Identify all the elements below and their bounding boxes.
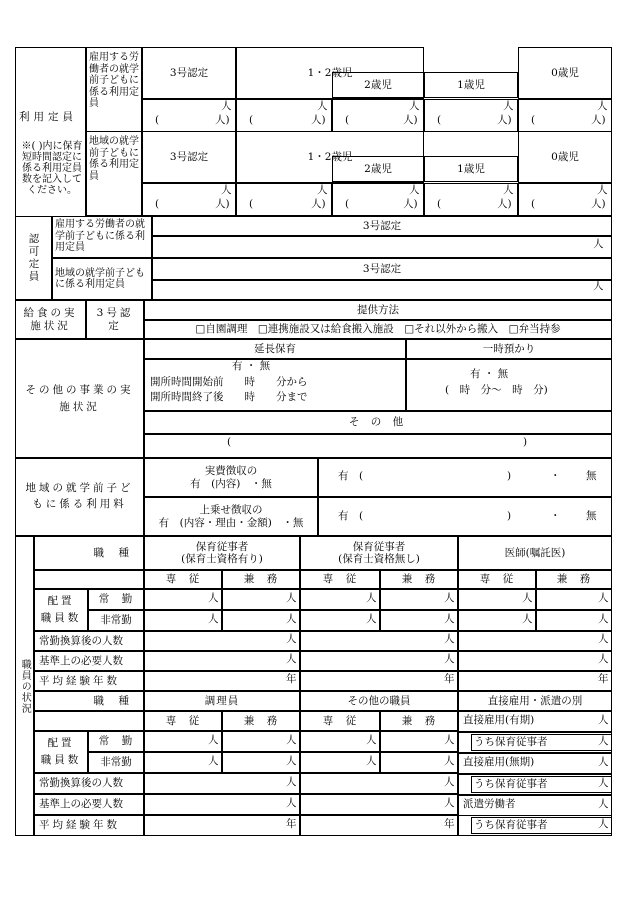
staff-summary-unit: 人 bbox=[286, 653, 297, 665]
capacity-employee-paren-unit: 人) bbox=[403, 114, 418, 126]
staff-job-type-spacer-2[interactable] bbox=[34, 711, 144, 731]
authorized-employee-label: 雇用する労働者の就学前子どもに係る利用定員 bbox=[52, 216, 152, 258]
staff-section-label: 職員の状況 bbox=[15, 536, 34, 836]
capacity-employee-unit-person: 人 bbox=[317, 100, 328, 112]
staff-summary-unit-2: 年 bbox=[444, 818, 455, 830]
staff-unit-person-2: 人 bbox=[444, 755, 455, 767]
staff-unit-person: 人 bbox=[286, 613, 297, 625]
staff-job-type-spacer[interactable] bbox=[34, 570, 144, 589]
staff-unit-person: 人 bbox=[444, 592, 455, 604]
staff-placed-label: 配置 職員数 bbox=[34, 589, 88, 631]
capacity-employee-col-12: 1・2歳児 bbox=[236, 47, 424, 99]
capacity-employee-paren-unit: 人) bbox=[497, 114, 512, 126]
staff-summary-field[interactable] bbox=[144, 671, 300, 691]
staff-summary-field[interactable] bbox=[300, 671, 458, 691]
staff-unit-person-2: 人 bbox=[286, 755, 297, 767]
extended-care-close-after: 開所時間終了後 時 分まで bbox=[150, 391, 308, 403]
capacity-employee-paren-unit: 人) bbox=[215, 114, 230, 126]
staff-summary-field[interactable] bbox=[458, 631, 612, 651]
employment-unit-person: 人 bbox=[598, 818, 609, 830]
capacity-employee-unit-person: 人 bbox=[409, 100, 420, 112]
staff-concurrent-header: 兼 務 bbox=[536, 570, 612, 589]
employment-unit-person: 人 bbox=[598, 756, 609, 768]
authorized-employee-col-3go: 3号認定 bbox=[152, 216, 612, 236]
staff-summary-field[interactable] bbox=[458, 671, 612, 691]
capacity-section-label: 利用定員 bbox=[19, 111, 77, 123]
staff-job-type-label-2: 職 種 bbox=[34, 691, 144, 711]
employment-sub-row-label: うち保育従事者 bbox=[471, 776, 612, 793]
capacity-local-paren-unit: 人) bbox=[403, 198, 418, 210]
staff-unit-person-2: 人 bbox=[366, 734, 377, 746]
capacity-local-col-2: 2歳児 bbox=[332, 156, 424, 182]
authorized-local-value[interactable] bbox=[152, 280, 612, 300]
capacity-local-col-1: 1歳児 bbox=[424, 156, 518, 182]
staff-unit-person: 人 bbox=[522, 592, 533, 604]
other-paren-open: ( bbox=[227, 436, 232, 448]
staff-unit-person: 人 bbox=[366, 613, 377, 625]
capacity-local-paren-unit: 人) bbox=[497, 198, 512, 210]
capacity-employee-paren-open: ( bbox=[531, 114, 536, 126]
capacity-employee-label: 雇用する労働者の就学前子どもに係る利用定員 bbox=[86, 47, 142, 132]
staff-summary-field[interactable] bbox=[300, 651, 458, 671]
temporary-care-yes-no: 有 ・ 無 bbox=[470, 368, 509, 380]
capacity-local-col-3go: 3号認定 bbox=[142, 131, 236, 183]
capacity-local-unit-person: 人 bbox=[503, 184, 514, 196]
staff-unit-person: 人 bbox=[366, 592, 377, 604]
meals-section-label: 給食の実施状況 bbox=[15, 300, 86, 339]
staff-concurrent-header: 兼 務 bbox=[222, 570, 300, 589]
staff-summary-field[interactable] bbox=[144, 631, 300, 651]
employment-sub-row-label: うち保育従事者 bbox=[471, 734, 612, 751]
local-fees-section-label: 地域の就学前子どもに係る利用料 bbox=[15, 458, 144, 536]
capacity-local-paren-unit: 人) bbox=[215, 198, 230, 210]
staff-concurrent-header-2: 兼 務 bbox=[222, 711, 300, 731]
capacity-local-label: 地域の就学前子どもに係る利用定員 bbox=[86, 131, 142, 216]
staff-summary-label: 常勤換算後の人数 bbox=[34, 631, 144, 651]
staff-dedicated-header-2: 専 従 bbox=[300, 711, 380, 731]
capacity-employee-paren-open: ( bbox=[345, 114, 350, 126]
staff-summary-field-2[interactable] bbox=[300, 815, 458, 836]
authorized-local-col-3go: 3号認定 bbox=[152, 258, 612, 280]
meals-options: □自園調理 □連携施設又は給食搬入施設 □それ以外から搬入 □弁当持参 bbox=[144, 320, 612, 339]
staff-unit-person: 人 bbox=[598, 592, 609, 604]
extra-fee-close: ) bbox=[507, 510, 512, 522]
actual-cost-yes: 有 ( bbox=[338, 470, 364, 482]
role-other-header: その他の職員 bbox=[300, 691, 458, 711]
staff-summary-label: 基準上の必要人数 bbox=[34, 651, 144, 671]
staff-summary-field-2[interactable] bbox=[144, 815, 300, 836]
staff-summary-unit-2: 人 bbox=[444, 776, 455, 788]
capacity-employee-col-2: 2歳児 bbox=[332, 72, 424, 98]
capacity-local-unit-person: 人 bbox=[597, 184, 608, 196]
staff-summary-field-2[interactable] bbox=[300, 773, 458, 794]
staff-dedicated-header-2: 専 従 bbox=[144, 711, 222, 731]
staff-dedicated-header: 専 従 bbox=[300, 570, 380, 589]
employment-unit-person: 人 bbox=[598, 714, 609, 726]
capacity-employee-unit-person: 人 bbox=[221, 100, 232, 112]
temporary-care-header: 一時預かり bbox=[406, 339, 612, 359]
capacity-employee-paren-unit: 人) bbox=[311, 114, 326, 126]
capacity-employee-col-0: 0歳児 bbox=[518, 47, 612, 99]
extra-fee-dot: ・ bbox=[550, 510, 561, 522]
staff-summary-unit-2: 人 bbox=[286, 797, 297, 809]
staff-parttime-label: 非常勤 bbox=[88, 610, 144, 631]
staff-unit-person-2: 人 bbox=[208, 755, 219, 767]
staff-unit-person: 人 bbox=[208, 592, 219, 604]
extra-fee-no: 無 bbox=[586, 510, 597, 522]
staff-unit-person: 人 bbox=[444, 613, 455, 625]
meals-sub-label: 3号認定 bbox=[86, 300, 144, 339]
extended-care-yes-no: 有 ・ 無 bbox=[232, 360, 271, 372]
capacity-local-paren-unit: 人) bbox=[311, 198, 326, 210]
extra-fee-yes: 有 ( bbox=[338, 510, 364, 522]
staff-summary-label-2: 基準上の必要人数 bbox=[34, 794, 144, 815]
employment-unit-person: 人 bbox=[598, 798, 609, 810]
staff-dedicated-header: 専 従 bbox=[144, 570, 222, 589]
staff-summary-unit: 人 bbox=[286, 633, 297, 645]
staff-summary-unit: 人 bbox=[444, 633, 455, 645]
capacity-employee-paren-open: ( bbox=[437, 114, 442, 126]
other-entry[interactable] bbox=[144, 434, 612, 458]
capacity-local-paren-unit: 人) bbox=[591, 198, 606, 210]
capacity-local-unit-person: 人 bbox=[317, 184, 328, 196]
capacity-employee-paren-unit: 人) bbox=[591, 114, 606, 126]
authorized-employee-unit: 人 bbox=[593, 238, 604, 250]
capacity-local-paren-open: ( bbox=[437, 198, 442, 210]
staff-fulltime-label-2: 常 勤 bbox=[88, 731, 144, 752]
capacity-employee-col-3go: 3号認定 bbox=[142, 47, 236, 99]
staff-parttime-label-2: 非常勤 bbox=[88, 752, 144, 773]
capacity-employee-col-1: 1歳児 bbox=[424, 72, 518, 98]
actual-cost-close: ) bbox=[507, 470, 512, 482]
extended-care-open-before: 開所時間開始前 時 分から bbox=[150, 376, 308, 388]
employment-unit-person: 人 bbox=[598, 735, 609, 747]
capacity-employee-paren-open: ( bbox=[155, 114, 160, 126]
employment-type-header: 直接雇用・派遣の別 bbox=[458, 691, 612, 711]
staff-summary-field[interactable] bbox=[458, 651, 612, 671]
staff-job-type-label: 職 種 bbox=[34, 536, 144, 570]
actual-cost-no: 無 bbox=[586, 470, 597, 482]
authorized-local-unit: 人 bbox=[593, 280, 604, 292]
staff-summary-unit: 年 bbox=[286, 673, 297, 685]
extended-care-header: 延長保育 bbox=[144, 339, 406, 359]
capacity-local-col-12: 1・2歳児 bbox=[236, 131, 424, 183]
staff-summary-unit: 人 bbox=[598, 653, 609, 665]
staff-summary-label-2: 平均経験年数 bbox=[34, 815, 144, 836]
other-paren-close: ) bbox=[523, 436, 528, 448]
other-services-section-label: その他の事業の実施状況 bbox=[15, 339, 144, 458]
staff-summary-field[interactable] bbox=[144, 651, 300, 671]
staff-fulltime-label: 常 勤 bbox=[88, 589, 144, 610]
capacity-note: ※( )内に保育短時間認定に係る利用定員数を記入してください。 bbox=[21, 141, 83, 196]
capacity-employee-paren-open: ( bbox=[249, 114, 254, 126]
staff-unit-person: 人 bbox=[522, 613, 533, 625]
employment-row-label: 派遣労働者 bbox=[463, 798, 516, 810]
employment-row-label: 直接雇用(有期) bbox=[463, 714, 535, 726]
capacity-local-col-0: 0歳児 bbox=[518, 131, 612, 183]
extra-fee-label: 上乗せ徴収の 有 (内容・理由・金額) ・無 bbox=[144, 497, 318, 536]
staff-unit-person-2: 人 bbox=[208, 734, 219, 746]
staff-summary-unit-2: 人 bbox=[286, 776, 297, 788]
staff-summary-label-2: 常勤換算後の人数 bbox=[34, 773, 144, 794]
staff-dedicated-header: 専 従 bbox=[458, 570, 536, 589]
temporary-care-time: ( 時 分～ 時 分) bbox=[445, 384, 548, 396]
staff-unit-person: 人 bbox=[598, 613, 609, 625]
role-doctor-header: 医師(嘱託医) bbox=[458, 536, 612, 570]
authorized-section-label: 認可定員 bbox=[15, 216, 52, 300]
capacity-local-paren-open: ( bbox=[249, 198, 254, 210]
staff-unit-person-2: 人 bbox=[286, 734, 297, 746]
staff-summary-field-2[interactable] bbox=[144, 794, 300, 815]
staff-summary-field-2[interactable] bbox=[144, 773, 300, 794]
capacity-local-unit-person: 人 bbox=[409, 184, 420, 196]
employment-sub-row-label: うち保育従事者 bbox=[471, 817, 612, 834]
staff-concurrent-header-2: 兼 務 bbox=[380, 711, 458, 731]
staff-unit-person-2: 人 bbox=[444, 734, 455, 746]
role-qualified-header: 保育従事者 (保育士資格有り) bbox=[144, 536, 300, 570]
authorized-local-label: 地域の就学前子どもに係る利用定員 bbox=[52, 258, 152, 300]
staff-summary-field[interactable] bbox=[300, 631, 458, 651]
role-cook-header: 調理員 bbox=[144, 691, 300, 711]
actual-cost-label: 実費徴収の 有 (内容) ・無 bbox=[144, 458, 318, 497]
employment-unit-person: 人 bbox=[598, 777, 609, 789]
meals-method-header: 提供方法 bbox=[144, 300, 612, 320]
staff-summary-unit: 人 bbox=[444, 653, 455, 665]
capacity-local-paren-open: ( bbox=[155, 198, 160, 210]
other-header: そ の 他 bbox=[144, 411, 612, 434]
role-unqualified-header: 保育従事者 (保育士資格無し) bbox=[300, 536, 458, 570]
staff-summary-unit: 年 bbox=[598, 673, 609, 685]
staff-summary-label: 平均経験年数 bbox=[34, 671, 144, 691]
staff-summary-unit-2: 年 bbox=[286, 818, 297, 830]
capacity-local-paren-open: ( bbox=[531, 198, 536, 210]
actual-cost-dot: ・ bbox=[550, 470, 561, 482]
staff-summary-unit: 年 bbox=[444, 673, 455, 685]
staff-summary-field-2[interactable] bbox=[300, 794, 458, 815]
staff-unit-person: 人 bbox=[208, 613, 219, 625]
capacity-employee-unit-person: 人 bbox=[597, 100, 608, 112]
capacity-employee-unit-person: 人 bbox=[503, 100, 514, 112]
staff-summary-unit: 人 bbox=[598, 633, 609, 645]
staff-unit-person-2: 人 bbox=[366, 755, 377, 767]
employment-row-label: 直接雇用(無期) bbox=[463, 756, 535, 768]
staff-placed-label-2: 配置 職員数 bbox=[34, 731, 88, 773]
authorized-employee-value[interactable] bbox=[152, 236, 612, 258]
staff-summary-unit-2: 人 bbox=[444, 797, 455, 809]
capacity-local-paren-open: ( bbox=[345, 198, 350, 210]
staff-unit-person: 人 bbox=[286, 592, 297, 604]
staff-concurrent-header: 兼 務 bbox=[380, 570, 458, 589]
capacity-local-unit-person: 人 bbox=[221, 184, 232, 196]
